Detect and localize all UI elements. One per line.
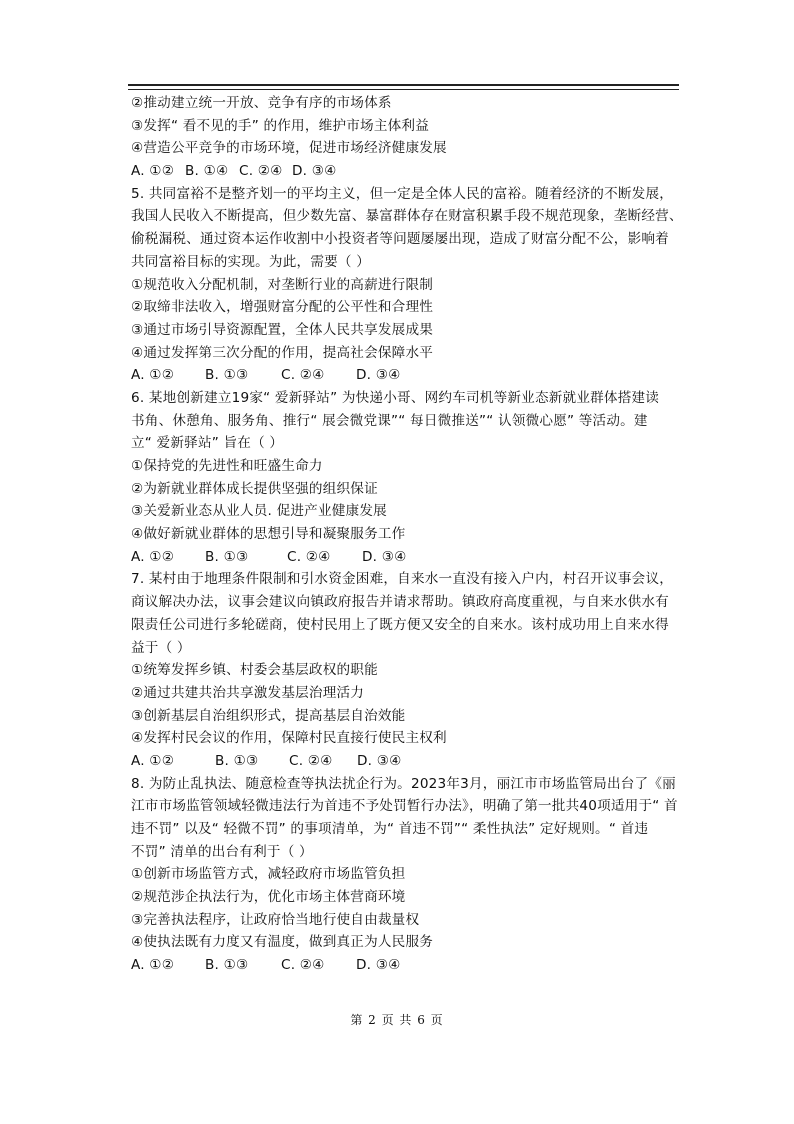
- answer-options-q6: [131, 546, 683, 569]
- question-5-line: 共同富裕目标的实现。为此，需要（ ）: [131, 253, 371, 270]
- page-content: [131, 92, 683, 977]
- option-d: D. ③④: [356, 367, 401, 384]
- question-7-line: 商议解决办法，议事会建议向镇政府报告并请求帮助。镇政府高度重视，与自来水供水有: [131, 594, 669, 611]
- choice-line: ③发挥“ 看不见的手” 的作用，维护市场主体利益: [131, 117, 429, 134]
- option-c: C. ②④: [239, 163, 283, 180]
- choice-line: ④使执法既有力度又有温度，做到真正为人民服务: [131, 934, 434, 951]
- option-a: A. ①②: [131, 752, 175, 769]
- option-b: B. ①③: [205, 548, 249, 565]
- option-a: A. ①②: [131, 548, 175, 565]
- choice-line: ①保持党的先进性和旺盛生命力: [131, 458, 323, 474]
- question-6-line: 立“ 爱新驿站” 旨在（ ）: [131, 435, 284, 452]
- option-d: D. ③④: [356, 957, 401, 974]
- page-number-footer: 第 2 页 共 6 页: [350, 1013, 444, 1027]
- option-c: C. ②④: [281, 957, 325, 974]
- choice-line: ②取缔非法收入，增强财富分配的公平性和合理性: [131, 299, 434, 316]
- choice-line: ③完善执法程序，让政府恰当地行使自由裁量权: [131, 911, 420, 928]
- answer-options-q5: [131, 364, 683, 387]
- choice-line: ③创新基层自治组织形式，提高基层自治效能: [131, 707, 406, 724]
- question-8-line: 8. 为防止乱执法、随意检查等执法扰企行为。2023年3月，丽江市市场监管局出台了《丽: [131, 775, 676, 792]
- question-6-line: 书角、休憩角、服务角、推行“ 展会微党课”“ 每日微推送”“ 认领微心愿” 等活动。建: [131, 412, 648, 429]
- question-8-line: 不罚” 清单的出台有利于（ ）: [131, 843, 313, 860]
- header-rule-thick: [128, 84, 679, 86]
- choice-line: ③关爱新业态从业人员. 促进产业健康发展: [131, 503, 387, 520]
- question-5-line: 偷税漏税、通过资本运作收割中小投资者等问题屡屡出现，造成了财富分配不公，影响着: [131, 231, 669, 248]
- choice-line: ④发挥村民会议的作用，保障村民直接行使民主权利: [131, 730, 447, 747]
- question-5-line: 我国人民收入不断提高，但少数先富、暴富群体存在财富积累手段不规范现象，垄断经营、: [131, 208, 683, 225]
- choice-line: ④通过发挥第三次分配的作用，提高社会保障水平: [131, 344, 434, 361]
- option-c: C. ②④: [281, 367, 325, 384]
- option-b: B. ①④: [185, 163, 229, 180]
- option-a: A. ①②: [131, 367, 175, 384]
- question-7-line: 限责任公司进行多轮磋商，使村民用上了既方便又安全的自来水。该村成功用上自来水得: [131, 616, 669, 633]
- question-8-line: 江市市场监管领域轻微违法行为首违不予处罚暂行办法》，明确了第一批共40项适用于“ 首: [131, 798, 678, 815]
- answer-options-q4: [131, 160, 683, 183]
- option-d: D. ③④: [357, 752, 402, 769]
- answer-options-q7: [131, 750, 683, 773]
- option-a: A. ①②: [131, 957, 175, 974]
- option-d: D. ③④: [292, 163, 337, 180]
- choice-line: ④做好新就业群体的思想引导和凝聚服务工作: [131, 526, 406, 543]
- option-b: B. ①③: [205, 367, 249, 384]
- choice-line: ①规范收入分配机制，对垄断行业的高薪进行限制: [131, 276, 434, 293]
- choice-line: ②通过共建共治共享激发基层治理活力: [131, 684, 365, 701]
- choice-line: ①统筹发挥乡镇、村委会基层政权的职能: [131, 662, 378, 679]
- question-7-line: 益于（ ）: [131, 639, 191, 656]
- question-8-line: 违不罚” 以及“ 轻微不罚” 的事项清单，为“ 首违不罚”“ 柔性执法” 定好规则。“ 首违: [131, 821, 649, 837]
- choice-line: ②规范涉企执法行为，优化市场主体营商环境: [131, 889, 406, 906]
- option-c: C. ②④: [289, 752, 333, 769]
- option-b: B. ①③: [205, 957, 249, 974]
- choice-line: ①创新市场监管方式，减轻政府市场监管负担: [131, 866, 406, 883]
- choice-line: ②推动建立统一开放、竞争有序的市场体系: [131, 95, 392, 111]
- choice-line: ④营造公平竞争的市场环境，促进市场经济健康发展: [131, 140, 447, 157]
- option-a: A. ①②: [131, 163, 175, 180]
- choice-line: ③通过市场引导资源配置，全体人民共享发展成果: [131, 321, 434, 338]
- option-b: B. ①③: [215, 752, 259, 769]
- question-5-line: 5. 共同富裕不是整齐划一的平均主义，但一定是全体人民的富裕。随着经济的不断发展，: [131, 185, 674, 202]
- header-rule-thin: [128, 89, 679, 90]
- choice-line: ②为新就业群体成长提供坚强的组织保证: [131, 480, 378, 497]
- question-6-line: 6. 某地创新建立19家“ 爱新驿站” 为快递小哥、网约车司机等新业态新就业群体搭建读: [131, 389, 660, 406]
- answer-options-q8: [131, 954, 683, 977]
- question-7-line: 7. 某村由于地理条件限制和引水资金困难，自来水一直没有接入户内，村召开议事会议，: [131, 571, 674, 588]
- option-c: C. ②④: [287, 548, 331, 565]
- option-d: D. ③④: [362, 548, 407, 565]
